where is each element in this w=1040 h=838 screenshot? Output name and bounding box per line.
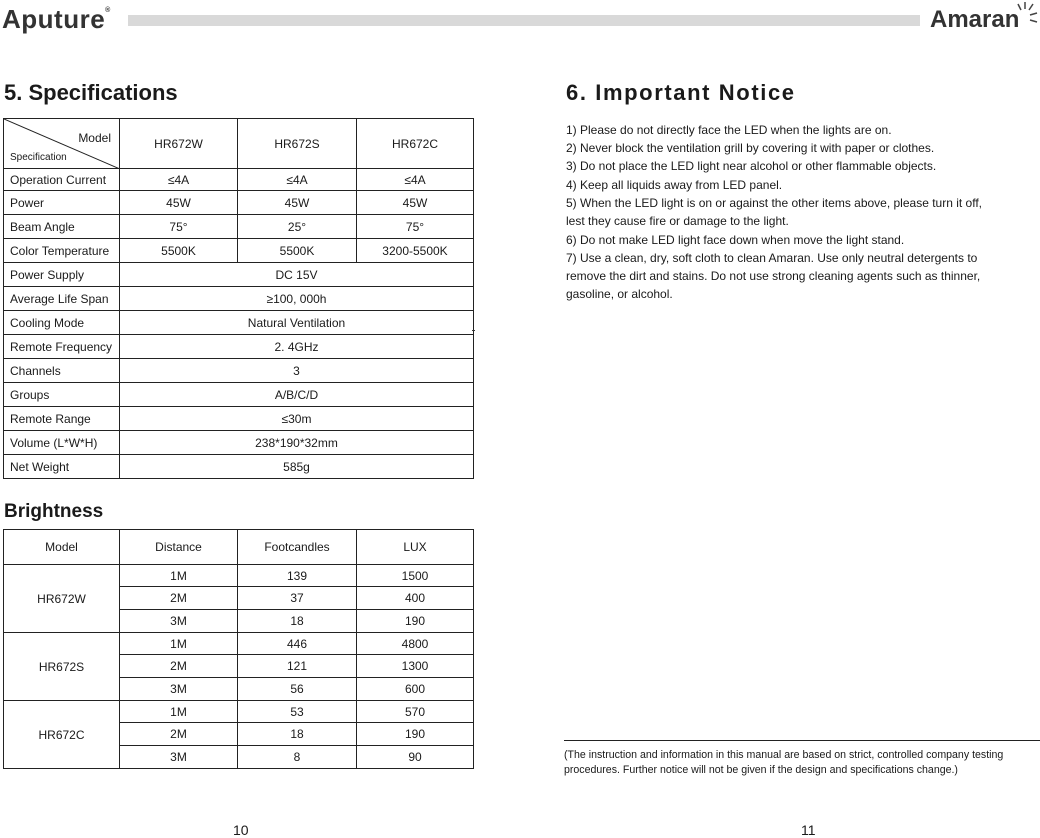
- distance-cell: 1M: [120, 565, 238, 587]
- spec-shared-value: 3: [120, 359, 474, 383]
- brightness-table: [3, 529, 474, 769]
- spec-row: [4, 169, 474, 191]
- spec-shared-row: [4, 287, 474, 311]
- distance-cell: 1M: [120, 701, 238, 723]
- notice-line: remove the dirt and stains. Do not use strong cleaning agents such as thinner,: [566, 269, 981, 283]
- corner-model-label: Model: [78, 131, 111, 145]
- spec-corner-cell: [4, 119, 120, 169]
- brightness-header: Model: [4, 530, 120, 565]
- spec-value: ≤4A: [238, 169, 357, 191]
- spec-value: ≤4A: [357, 169, 474, 191]
- distance-cell: 3M: [120, 746, 238, 769]
- distance-cell: 2M: [120, 723, 238, 746]
- aputure-logo-text: Aputure: [2, 4, 106, 34]
- spec-label: Net Weight: [4, 455, 120, 479]
- spec-label: Color Temperature: [4, 239, 120, 263]
- spec-shared-row: [4, 455, 474, 479]
- spec-value: 75°: [357, 215, 474, 239]
- brightness-row: [4, 633, 474, 655]
- spec-value: 45W: [357, 191, 474, 215]
- distance-cell: 2M: [120, 587, 238, 610]
- brightness-header: Distance: [120, 530, 238, 565]
- spec-label: Remote Frequency: [4, 335, 120, 359]
- lux-cell: 400: [357, 587, 474, 610]
- spec-row: [4, 191, 474, 215]
- distance-cell: 3M: [120, 678, 238, 701]
- footnote-divider: [564, 740, 1040, 741]
- page-number-right: 11: [801, 822, 816, 838]
- spec-value: ≤4A: [120, 169, 238, 191]
- amaran-logo-text: Amaran: [930, 6, 1020, 33]
- spec-shared-row: [4, 335, 474, 359]
- light-rays-icon: [1016, 0, 1040, 28]
- footcandles-cell: 56: [238, 678, 357, 701]
- spec-shared-value: A/B/C/D: [120, 383, 474, 407]
- footcandles-cell: 18: [238, 610, 357, 633]
- brightness-model: HR672W: [4, 565, 120, 633]
- stray-mark: [472, 330, 475, 331]
- brightness-header: LUX: [357, 530, 474, 565]
- lux-cell: 600: [357, 678, 474, 701]
- spec-header-row: [4, 119, 474, 169]
- spec-label: Average Life Span: [4, 287, 120, 311]
- distance-cell: 2M: [120, 655, 238, 678]
- spec-shared-row: [4, 407, 474, 431]
- spec-label: Beam Angle: [4, 215, 120, 239]
- spec-value: 45W: [120, 191, 238, 215]
- footcandles-cell: 8: [238, 746, 357, 769]
- spec-shared-row: [4, 263, 474, 287]
- spec-shared-value: 585g: [120, 455, 474, 479]
- spec-shared-value: Natural Ventilation: [120, 311, 474, 335]
- aputure-logo: [2, 4, 111, 35]
- distance-cell: 1M: [120, 633, 238, 655]
- spec-label: Channels: [4, 359, 120, 383]
- important-notice-title: 6. Important Notice: [566, 80, 796, 105]
- brightness-header: Footcandles: [238, 530, 357, 565]
- spec-shared-value: 2. 4GHz: [120, 335, 474, 359]
- spec-shared-row: [4, 359, 474, 383]
- lux-cell: 4800: [357, 633, 474, 655]
- notice-line: 1) Please do not directly face the LED when the lights are on.: [566, 123, 892, 137]
- footcandles-cell: 53: [238, 701, 357, 723]
- brightness-row: [4, 701, 474, 723]
- footcandles-cell: 37: [238, 587, 357, 610]
- brightness-model: HR672C: [4, 701, 120, 769]
- specifications-title: 5. Specifications: [4, 80, 178, 105]
- brightness-title: Brightness: [4, 501, 104, 522]
- brightness-header-row: [4, 530, 474, 565]
- lux-cell: 190: [357, 610, 474, 633]
- spec-label: Cooling Mode: [4, 311, 120, 335]
- corner-specification-label: Specification: [10, 152, 67, 163]
- footcandles-cell: 18: [238, 723, 357, 746]
- model-header: HR672W: [120, 119, 238, 169]
- spec-value: 5500K: [238, 239, 357, 263]
- header-divider-bar: [128, 15, 920, 26]
- footcandles-cell: 446: [238, 633, 357, 655]
- specifications-table: [3, 118, 474, 479]
- lux-cell: 1500: [357, 565, 474, 587]
- notice-line: 2) Never block the ventilation grill by covering it with paper or clothes.: [566, 141, 935, 155]
- brightness-model: HR672S: [4, 633, 120, 701]
- notice-line: 4) Keep all liquids away from LED panel.: [566, 178, 783, 192]
- lux-cell: 190: [357, 723, 474, 746]
- spec-shared-row: [4, 431, 474, 455]
- spec-label: Power Supply: [4, 263, 120, 287]
- spec-shared-value: DC 15V: [120, 263, 474, 287]
- spec-row: [4, 239, 474, 263]
- spec-value: 3200-5500K: [357, 239, 474, 263]
- footcandles-cell: 139: [238, 565, 357, 587]
- lux-cell: 570: [357, 701, 474, 723]
- notice-line: 5) When the LED light is on or against the other items above, please turn it off,: [566, 196, 983, 210]
- spec-shared-row: [4, 383, 474, 407]
- footnote: [564, 748, 1003, 778]
- spec-label: Remote Range: [4, 407, 120, 431]
- spec-shared-value: ≤30m: [120, 407, 474, 431]
- lux-cell: 1300: [357, 655, 474, 678]
- spec-label: Groups: [4, 383, 120, 407]
- amaran-logo: [930, 6, 1019, 34]
- footnote-line: (The instruction and information in this manual are based on strict, controlled company testing: [564, 749, 1004, 761]
- spec-shared-row: [4, 311, 474, 335]
- spec-row: [4, 215, 474, 239]
- spec-label: Operation Current: [4, 169, 120, 191]
- spec-value: 25°: [238, 215, 357, 239]
- notice-line: lest they cause fire or damage to the light.: [566, 214, 789, 228]
- model-header: HR672S: [238, 119, 357, 169]
- spec-value: 75°: [120, 215, 238, 239]
- spec-shared-value: ≥100, 000h: [120, 287, 474, 311]
- notice-line: gasoline, or alcohol.: [566, 287, 673, 301]
- distance-cell: 3M: [120, 610, 238, 633]
- registered-mark: ®: [105, 7, 111, 14]
- page-number-left: 10: [233, 822, 249, 838]
- spec-shared-value: 238*190*32mm: [120, 431, 474, 455]
- spec-label: Volume (L*W*H): [4, 431, 120, 455]
- notice-line: 3) Do not place the LED light near alcohol or other flammable objects.: [566, 159, 937, 173]
- spec-label: Power: [4, 191, 120, 215]
- lux-cell: 90: [357, 746, 474, 769]
- spec-value: 5500K: [120, 239, 238, 263]
- spec-value: 45W: [238, 191, 357, 215]
- notice-line: 6) Do not make LED light face down when move the light stand.: [566, 233, 905, 247]
- model-header: HR672C: [357, 119, 474, 169]
- notice-line: 7) Use a clean, dry, soft cloth to clean Amaran. Use only neutral detergents to: [566, 251, 978, 265]
- footnote-line: procedures. Further notice will not be given if the design and specifications change.): [564, 764, 958, 776]
- footcandles-cell: 121: [238, 655, 357, 678]
- brightness-row: [4, 565, 474, 587]
